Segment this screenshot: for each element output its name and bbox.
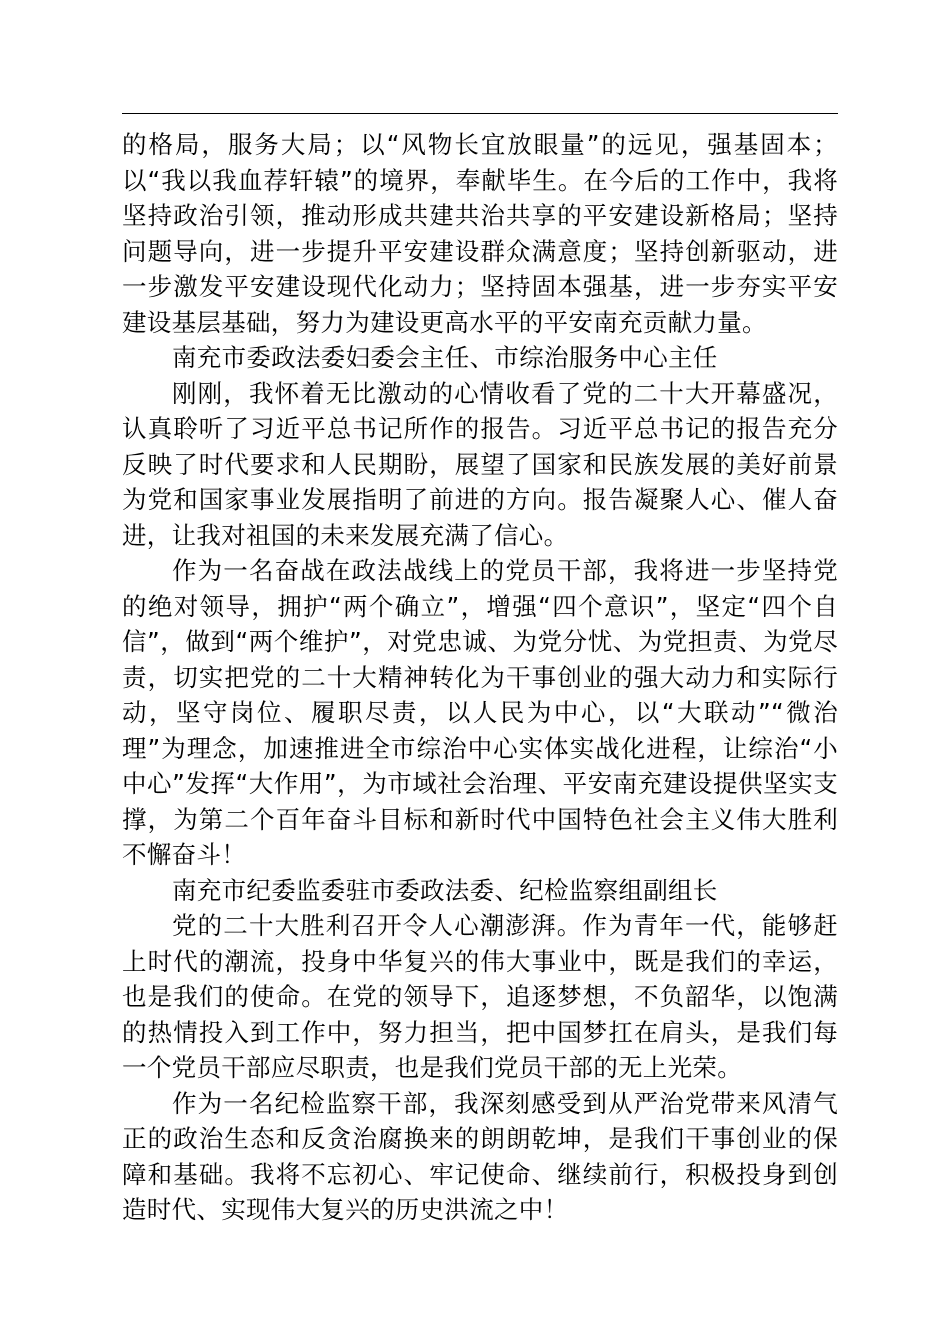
document-body [122, 127, 838, 1228]
header-rule [122, 113, 838, 114]
paragraph: 作为一名奋战在政法战线上的党员干部，我将进一步坚持党的绝对领导，拥护“两个确立”，增强“四个意识”，坚定“四个自信”，做到“两个维护”，对党忠诚、为党分忧、为党担责、为党尽责，切实把党的二十大精神转化为干事创业的强大动力和实际行动，坚守岗位、履职尽责，以人民为中心，以“大联动”“微治理”为理念，加速推进全市综治中心实体实战化进程，让综治“小中心”发挥“大作用”，为市域社会治理、平安南充建设提供坚实支撑，为第二个百年奋斗目标和新时代中国特色社会主义伟大胜利不懈奋斗！ [122, 556, 838, 869]
paragraph: 作为一名纪检监察干部，我深刻感受到从严治党带来风清气正的政治生态和反贪治腐换来的朗朗乾坤，是我们干事创业的保障和基础。我将不忘初心、牢记使命、继续前行，积极投身到创造时代、实现伟大复兴的历史洪流之中！ [122, 1088, 838, 1224]
speaker-heading: 南充市纪委监委驻市委政法委、纪检监察组副组长 [172, 875, 718, 905]
paragraph-continuation: 的格局，服务大局；以“风物长宜放眼量”的远见，强基固本；以“我以我血荐轩辕”的境界，奉献毕生。在今后的工作中，我将坚持政治引领，推动形成共建共治共享的平安建设新格局；坚持问题导向，进一步提升平安建设群众满意度；坚持创新驱动，进一步激发平安建设现代化动力；坚持固本强基，进一步夯实平安建设基层基础，努力为建设更高水平的平安南充贡献力量。 [122, 130, 838, 337]
paragraph: 党的二十大胜利召开令人心潮澎湃。作为青年一代，能够赶上时代的潮流，投身中华复兴的伟大事业中，既是我们的幸运，也是我们的使命。在党的领导下，追逐梦想，不负韶华，以饱满的热情投入到工作中，努力担当，把中国梦扛在肩头，是我们每一个党员干部应尽职责，也是我们党员干部的无上光荣。 [122, 911, 838, 1082]
paragraph: 刚刚，我怀着无比激动的心情收看了党的二十大开幕盛况，认真聆听了习近平总书记所作的报告。习近平总书记的报告充分反映了时代要求和人民期盼，展望了国家和民族发展的美好前景为党和国家事业发展指明了前进的方向。报告凝聚人心、催人奋进，让我对祖国的未来发展充满了信心。 [122, 378, 838, 550]
speaker-heading: 南充市委政法委妇委会主任、市综治服务中心主任 [172, 343, 718, 372]
